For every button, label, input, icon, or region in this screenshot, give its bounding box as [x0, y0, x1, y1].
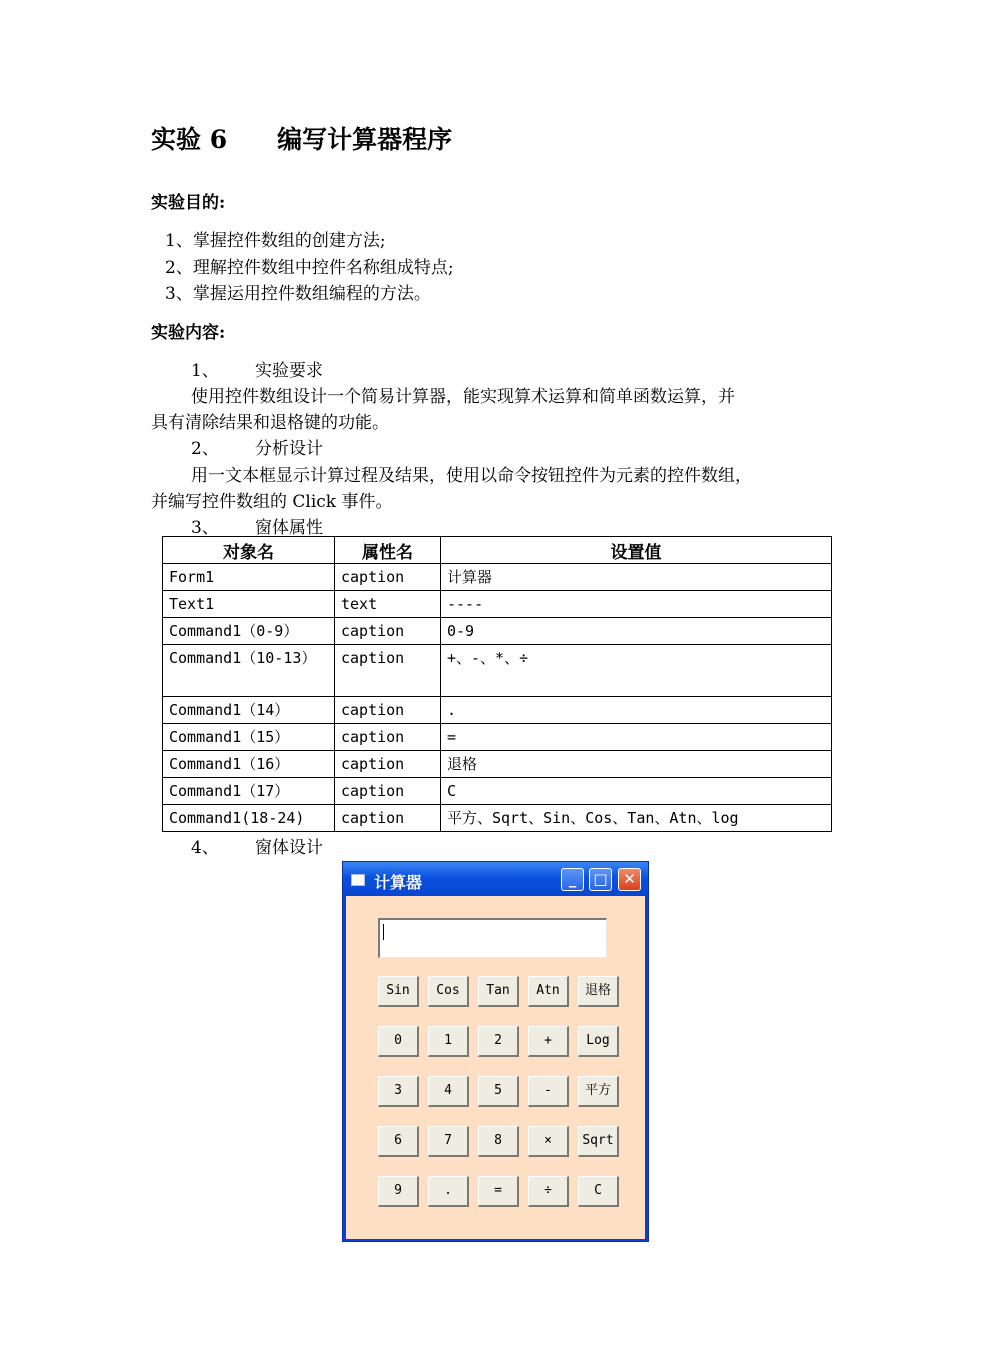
- calculator-window: [342, 861, 649, 1242]
- purpose-heading: 实验目的:: [151, 193, 226, 213]
- sin-button[interactable]: Sin: [378, 976, 419, 1007]
- window-titlebar[interactable]: [343, 862, 648, 896]
- table-cell: Command1（14）: [163, 697, 335, 724]
- window-icon: [351, 874, 365, 886]
- table-cell: .: [441, 697, 832, 724]
- table-row: [163, 564, 832, 591]
- title-text: 编写计算器程序: [277, 125, 453, 154]
- table-row: [163, 591, 832, 618]
- table-cell: 0-9: [441, 618, 832, 645]
- table-header-cell: 设置值: [441, 537, 832, 564]
- title-number: 实验 6: [151, 125, 228, 154]
- content-heading: 实验内容:: [151, 323, 226, 343]
- section-1-line: 使用控件数组设计一个简易计算器，能实现算术运算和简单函数运算，并: [191, 387, 735, 407]
- section-4-heading: 4、 窗体设计: [191, 838, 323, 858]
- table-cell: caption: [335, 564, 441, 591]
- section-2-line: 并编写控件数组的 Click 事件。: [151, 492, 393, 512]
- digit-6-button[interactable]: 6: [378, 1126, 419, 1157]
- properties-table: [162, 536, 832, 832]
- cos-button[interactable]: Cos: [428, 976, 469, 1007]
- add-button[interactable]: +: [528, 1026, 569, 1057]
- digit-5-button[interactable]: 5: [478, 1076, 519, 1107]
- table-cell: caption: [335, 724, 441, 751]
- close-icon: ✕: [623, 870, 636, 888]
- digit-4-button[interactable]: 4: [428, 1076, 469, 1107]
- table-row: [163, 618, 832, 645]
- table-cell: Command1(18-24): [163, 805, 335, 832]
- log-button[interactable]: Log: [578, 1026, 619, 1057]
- digit-8-button[interactable]: 8: [478, 1126, 519, 1157]
- decimal-point-button[interactable]: .: [428, 1176, 469, 1207]
- purpose-item: 2、理解控件数组中控件名称组成特点;: [165, 258, 454, 278]
- table-row: [163, 805, 832, 832]
- table-cell: Command1（16）: [163, 751, 335, 778]
- table-cell: ----: [441, 591, 832, 618]
- table-cell: C: [441, 778, 832, 805]
- digit-3-button[interactable]: 3: [378, 1076, 419, 1107]
- table-row: [163, 778, 832, 805]
- close-button[interactable]: [618, 868, 641, 891]
- table-header-cell: 对象名: [163, 537, 335, 564]
- table-cell: text: [335, 591, 441, 618]
- square-button[interactable]: 平方: [578, 1076, 619, 1107]
- purpose-item: 3、掌握运用控件数组编程的方法。: [165, 284, 431, 304]
- table-row: [163, 645, 832, 697]
- table-cell: Command1（15）: [163, 724, 335, 751]
- backspace-button[interactable]: 退格: [578, 976, 619, 1007]
- table-header-cell: 属性名: [335, 537, 441, 564]
- clear-button[interactable]: C: [578, 1176, 619, 1207]
- table-cell: =: [441, 724, 832, 751]
- text-caret: [383, 924, 384, 940]
- digit-2-button[interactable]: 2: [478, 1026, 519, 1057]
- table-cell: caption: [335, 805, 441, 832]
- display-textbox[interactable]: [378, 918, 607, 958]
- subtract-button[interactable]: -: [528, 1076, 569, 1107]
- table-cell: caption: [335, 645, 441, 697]
- table-cell: 退格: [441, 751, 832, 778]
- digit-1-button[interactable]: 1: [428, 1026, 469, 1057]
- table-row: [163, 724, 832, 751]
- table-cell: 平方、Sqrt、Sin、Cos、Tan、Atn、log: [441, 805, 832, 832]
- atn-button[interactable]: Atn: [528, 976, 569, 1007]
- table-header-row: [163, 537, 832, 564]
- table-cell: Text1: [163, 591, 335, 618]
- table-cell: caption: [335, 778, 441, 805]
- minimize-icon: _: [568, 870, 577, 888]
- minimize-button[interactable]: [561, 868, 584, 891]
- tan-button[interactable]: Tan: [478, 976, 519, 1007]
- digit-9-button[interactable]: 9: [378, 1176, 419, 1207]
- table-cell: Command1（10-13）: [163, 645, 335, 697]
- table-row: [163, 697, 832, 724]
- table-cell: caption: [335, 618, 441, 645]
- maximize-icon: □: [593, 870, 608, 888]
- section-2-line: 用一文本框显示计算过程及结果，使用以命令按钮控件为元素的控件数组，: [191, 466, 752, 486]
- purpose-item: 1、掌握控件数组的创建方法;: [165, 231, 386, 251]
- multiply-button[interactable]: ×: [528, 1126, 569, 1157]
- table-cell: Form1: [163, 564, 335, 591]
- digit-7-button[interactable]: 7: [428, 1126, 469, 1157]
- sqrt-button[interactable]: Sqrt: [578, 1126, 619, 1157]
- table-cell: Command1（0-9）: [163, 618, 335, 645]
- section-1-line: 具有清除结果和退格键的功能。: [151, 413, 389, 433]
- section-2-heading: 2、 分析设计: [191, 439, 323, 459]
- page-title: [151, 120, 452, 156]
- table-cell: caption: [335, 751, 441, 778]
- section-1-heading: 1、 实验要求: [191, 361, 323, 381]
- maximize-button[interactable]: [589, 868, 612, 891]
- equals-button[interactable]: =: [478, 1176, 519, 1207]
- calculator-client-area: [346, 896, 645, 1239]
- section-3-heading: 3、 窗体属性: [191, 518, 323, 538]
- digit-0-button[interactable]: 0: [378, 1026, 419, 1057]
- table-cell: Command1（17）: [163, 778, 335, 805]
- table-row: [163, 751, 832, 778]
- divide-button[interactable]: ÷: [528, 1176, 569, 1207]
- table-cell: caption: [335, 697, 441, 724]
- window-title: 计算器: [374, 873, 423, 892]
- table-cell: 计算器: [441, 564, 832, 591]
- table-cell: +、-、*、÷: [441, 645, 832, 697]
